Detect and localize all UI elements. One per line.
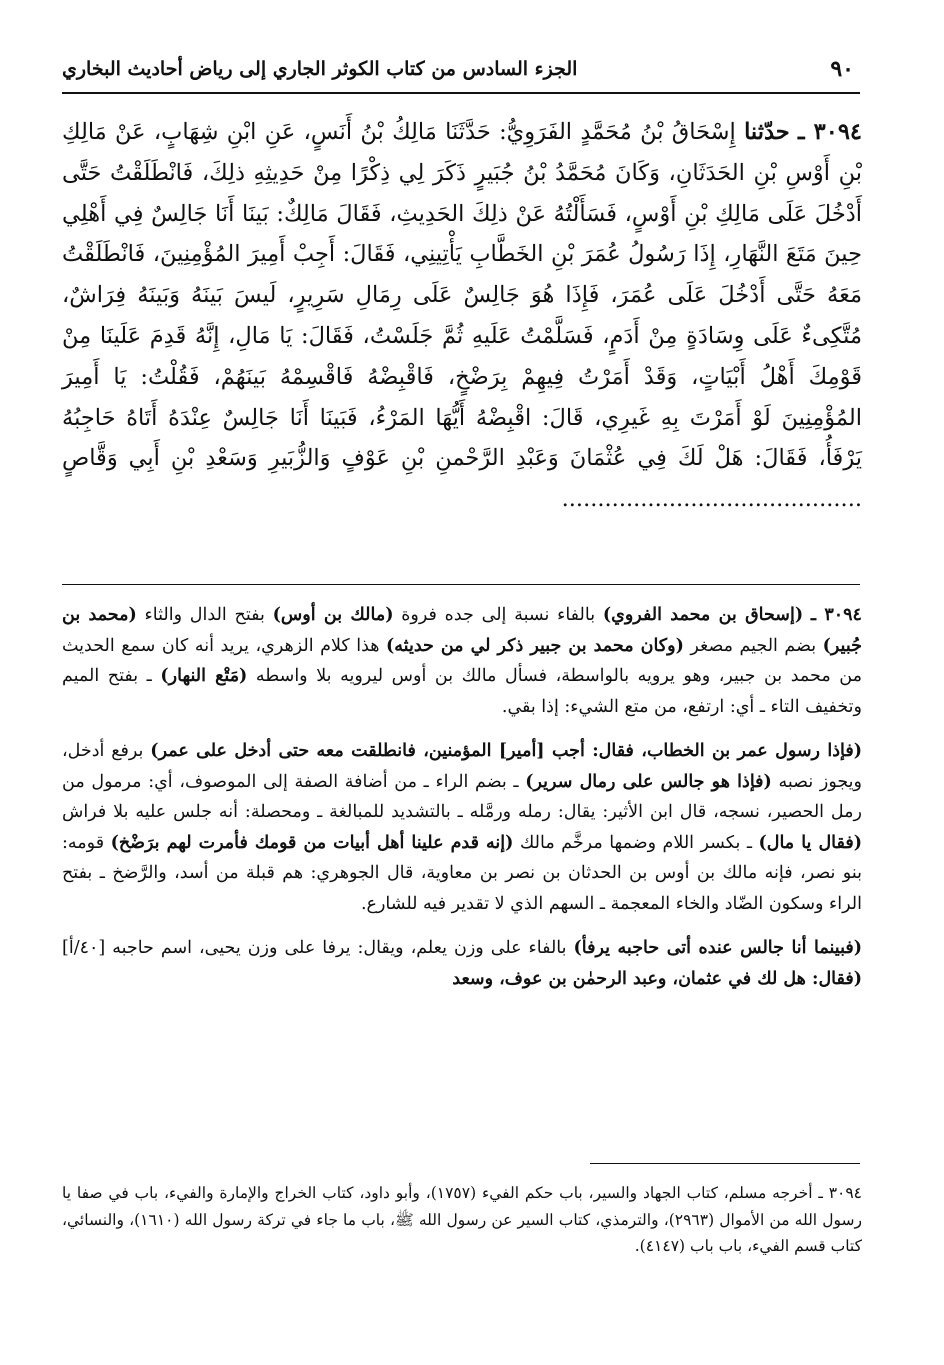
commentary-text: بالفاء على وزن يعلم، ويقال: يرفا على وزن يحيى، اسم حاجبه [٤٠/أ] — [62, 938, 567, 958]
commentary-text: برفع أدخل، ويجوز نصبه — [62, 741, 862, 792]
commentary-heading: (فبينما أنا جالس عنده أتى حاجبه يرفأ) — [573, 938, 862, 958]
commentary-text: هذا كلام الزهري، يريد أنه كان سمع الحديث من محمد بن جبير، وهو يرويه بالواسطة، فسأل مالك بن أوس ليرويه بلا واسطه — [62, 635, 862, 686]
running-title: الجزء السادس من كتاب الكوثر الجاري إلى رياض أحاديث البخاري — [62, 58, 578, 80]
commentary — [62, 600, 862, 1008]
commentary-text: ـ بفتح الميم وتخفيف التاء ـ أي: ارتفع، من متع الشيء: إذا بقي. — [62, 666, 862, 717]
hadith-number: ٣٠٩٤ ـ — [798, 119, 862, 145]
commentary-paragraph — [62, 933, 862, 994]
commentary-heading: (فقال: هل لك في عثمان، وعبد الرحمٰن بن عوف، وسعد — [452, 968, 862, 989]
commentary-heading: (إنه قدم علينا أهل أبيات من قومك فأمرت لهم برَضْخ) — [110, 832, 514, 853]
commentary-text: قومه: بنو نصر، فإنه مالك بن أوس بن الحدثان بن نصر بن معاوية، قال الجوهري: هم قبلة من أسد، والرَّضخ ـ بفتح الراء وسكون الضّاد والخاء المعجمة ـ السهم الذي لا تقدير فيه للشارع. — [62, 832, 862, 914]
commentary-number: ٣٠٩٤ ـ — [810, 605, 862, 625]
commentary-heading: (إسحاق بن محمد الفروي) — [602, 605, 804, 625]
section-divider — [62, 584, 860, 585]
commentary-paragraph — [62, 736, 862, 919]
commentary-text: بفتح الدال والثاء — [144, 605, 265, 625]
commentary-text: بالفاء نسبة إلى جده فروة — [401, 605, 596, 625]
commentary-heading: (مالك بن أوس) — [272, 605, 394, 625]
commentary-heading: (مَتْع النهار) — [160, 666, 248, 686]
commentary-heading: (فإذا رسول عمر بن الخطاب، فقال: أجب [أمير] المؤمنين، فانطلقت معه حتى أدخل على عمر) — [150, 741, 862, 761]
commentary-text: ـ بكسر اللام وضمها مرخَّم مالك — [519, 832, 752, 853]
commentary-paragraph — [62, 600, 862, 722]
commentary-text: بضم الجيم مصغر — [690, 635, 817, 656]
commentary-text: ـ بضم الراء ـ من أضافة الصفة إلى الموصوف، أي: مرمول من رمل الحصير، نسجه، قال ابن الأثير: يقال: رمله ورمَّله ـ بالتشديد للمبالغة ـ ومحصلة: أنه جلس عليه بلا فراش — [62, 771, 862, 822]
commentary-heading: (محمد بن جُبير) — [62, 605, 862, 656]
commentary-heading: (وكان محمد بن جبير ذكر لي من حديثه) — [386, 635, 684, 656]
footnote-rule — [590, 1163, 860, 1164]
page-number: ٩٠ — [830, 56, 854, 82]
commentary-heading: (فقال يا مال) — [758, 832, 862, 853]
hadith-lead: حدّثنا — [744, 119, 790, 145]
hadith-text — [62, 112, 862, 520]
page-header — [62, 52, 860, 94]
commentary-heading: (فإذا هو جالس على رمال سرير) — [525, 771, 772, 792]
hadith-body: إِسْحَاقُ بْنُ مُحَمَّدٍ الفَرَوِيُّ: حَدَّثَنَا مَالِكُ بْنُ أَنَسٍ، عَنِ ابْنِ شِهَابٍ، عَنْ مَالِكِ بْنِ أَوْسِ بْنِ الحَدَثَانِ، وَكَانَ مُحَمَّدُ بْنُ جُبَيرٍ ذَكَرَ لِي ذِكْرًا مِنْ حَدِيثِهِ ذلِكَ، فَانْطَلَقْتُ حَتَّى أَدْخُلَ عَلَى مَالِكِ بْنِ أَوْسٍ، فَسَأَلْتُهُ عَنْ ذلِكَ الحَدِيثِ، فَقَالَ مَالِكٌ: بَينَا أَنَا جَالِسٌ فِي أَهْلِي حِينَ مَتَعَ النَّهَارِ، إِذَا رَسُولُ عُمَرَ بْنِ الخَطَّابِ يَأْتِينِي، فَقَالَ: أَجِبْ أَمِيرَ المُؤْمِنِينَ، فَانْطَلَقْتُ مَعَهُ حَتَّى أَدْخُلَ عَلَى عُمَرَ، فَإِذَا هُوَ جَالِسٌ عَلَى رِمَالِ سَرِيرٍ، لَيسَ بَينَهُ وَبَينَهُ فِرَاشٌ، مُتَّكِىءٌ عَلَى وِسَادَةٍ مِنْ أَدَمٍ، فَسَلَّمْتُ عَلَيهِ ثُمَّ جَلَسْتُ، فَقَالَ: يَا مَالِ، إِنَّهُ قَدِمَ عَلَينَا مِنْ قَوْمِكَ أَهْلُ أَبْيَاتٍ، وَقَدْ أَمَرْتُ فِيهِمْ بِرَضْخٍ، فَاقْبِضْهُ فَاقْسِمْهُ بَينَهُمْ، فَقُلْتُ: يَا أَمِيرَ المُؤْمِنِينَ لَوْ أَمَرْتَ بِهِ غَيرِي، قَالَ: اقْبِضْهُ أَيُّهَا المَرْءُ، فَبَينَا أَنَا جَالِسٌ عِنْدَهُ أَتَاهُ حَاجِبُهُ يَرْفَأُ، فَقَالَ: هَلْ لَكَ فِي عُثْمَانَ وَعَبْدِ الرَّحْمنِ بْنِ عَوْفٍ وَالزُّبَيرِ وَسَعْدِ بْنِ أَبِي وَقَّاصٍ .......................................... — [62, 119, 862, 513]
footnote: ٣٠٩٤ ـ أخرجه مسلم، كتاب الجهاد والسير، باب حكم الفيء (١٧٥٧)، وأبو داود، كتاب الخراج والإمارة والفيء، باب في صفا يا رسول الله من الأموال (٢٩٦٣)، والترمذي، كتاب السير عن رسول الله ﷺ، باب ما جاء في تركة رسول الله (١٦١٠)، والنسائي، كتاب قسم الفيء، باب باب (٤١٤٧). — [62, 1184, 862, 1255]
